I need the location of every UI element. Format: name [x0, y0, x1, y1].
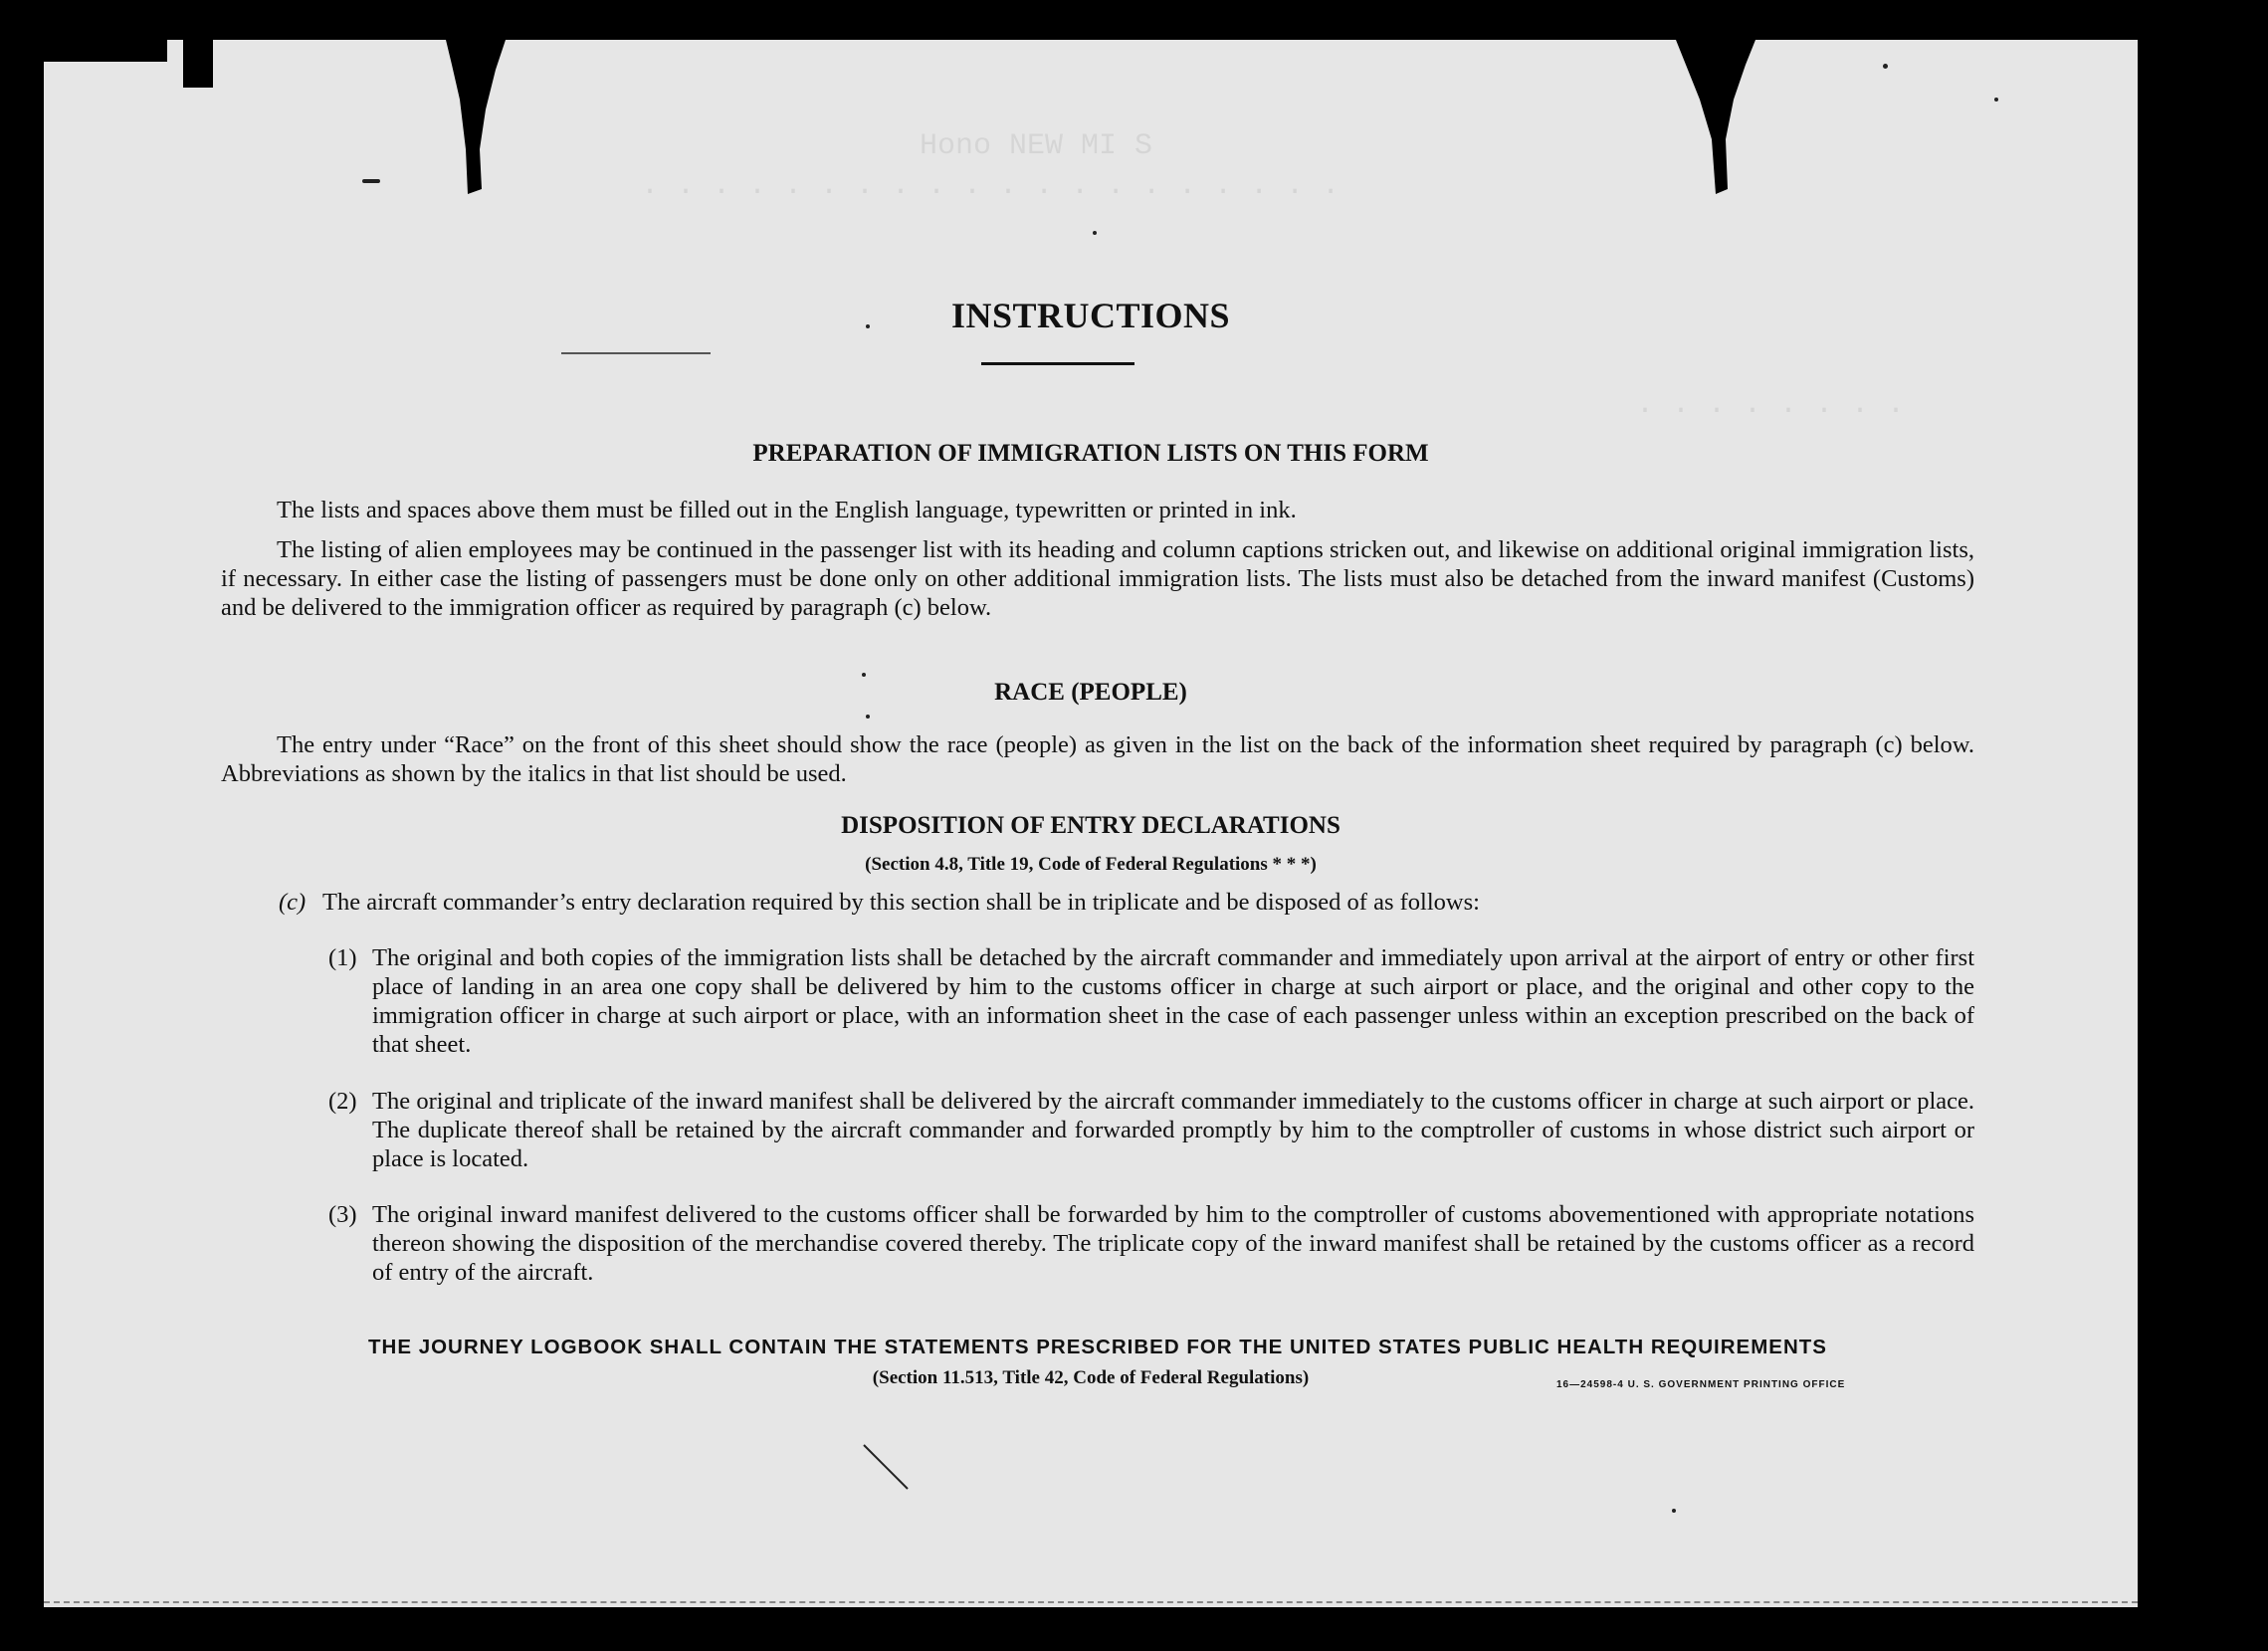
ink-speck: [1093, 231, 1097, 235]
page-title: INSTRUCTIONS: [950, 296, 1231, 335]
printer-mark: 16—24598‑4 U. S. GOVERNMENT PRINTING OFFICE: [1556, 1379, 1846, 1390]
disposition-citation: (Section 4.8, Title 19, Code of Federal Regulations * * *): [865, 854, 1317, 875]
stray-mark: [862, 1443, 912, 1493]
list-item: [328, 943, 1974, 1059]
item-text: The original and both copies of the immigration lists shall be detached by the aircraft commander and immediately upon arrival at the airport of entry or other first place of landing in an area one copy shall be delivered by him to the customs officer in charge at such airport or place, and the original and other copy to the immigration officer in charge at such airport or place, with an information sheet in the case of each passenger unless within an exception prescribed on the back of that sheet.: [372, 944, 1974, 1058]
health-requirements-statement: THE JOURNEY LOGBOOK SHALL CONTAIN THE STATEMENTS PRESCRIBED FOR THE UNITED STATES PUBLIC HEALTH REQUIREMENTS: [368, 1336, 1827, 1358]
intro-label: (c): [279, 889, 307, 916]
ink-speck: [862, 673, 866, 677]
ink-speck: [866, 715, 870, 719]
intro-text: The aircraft commander’s entry declaration required by this section shall be in triplicate and be disposed of as follows:: [322, 889, 1480, 916]
item-number: (2): [328, 1088, 357, 1115]
bleed-through-text: . . . . . . . . . . . . . . . . . . . .: [641, 169, 1340, 203]
bleed-through-text: Hono NEW MI S: [920, 129, 1153, 163]
heading-preparation: PREPARATION OF IMMIGRATION LISTS ON THIS FORM: [752, 440, 1429, 467]
health-requirements-citation: (Section 11.513, Title 42, Code of Federal Regulations): [872, 1367, 1310, 1388]
bottom-edge: [44, 1601, 2138, 1607]
ink-speck: [1672, 1509, 1676, 1513]
disposition-intro: [279, 888, 1970, 917]
item-number: (1): [328, 944, 357, 971]
race-paragraph: The entry under “Race” on the front of this sheet should show the race (people) as given in the list on the back of the information sheet required by paragraph (c) below. Abbreviations as shown by the italics in that list should be used.: [221, 731, 1974, 787]
ink-speck: [362, 179, 380, 183]
title-underline: [981, 362, 1134, 365]
ink-speck: [866, 324, 870, 328]
heading-disposition: DISPOSITION OF ENTRY DECLARATIONS: [841, 812, 1340, 839]
preparation-paragraph-2: The listing of alien employees may be continued in the passenger list with its heading and column captions stricken out, and likewise on additional original immigration lists, if necessary. In either case the listing of passengers must be done only on other additional immigration lists. The lists must also be detached from the inward manifest (Customs) and be delivered to the immigration officer as required by paragraph (c) below.: [221, 536, 1974, 621]
heading-race: RACE (PEOPLE): [994, 679, 1187, 706]
list-item: [328, 1087, 1974, 1173]
ink-speck: [561, 352, 711, 354]
item-number: (3): [328, 1201, 357, 1228]
document-page: [44, 40, 2138, 1607]
list-item: [328, 1200, 1974, 1287]
instructions-content: [44, 40, 2138, 1607]
bleed-through-text: . . . . . . . .: [1636, 388, 1906, 422]
item-text: The original and triplicate of the inward manifest shall be delivered by the aircraft commander immediately to the customs officer in charge at such airport or place. The duplicate thereof shall be retained by the aircraft commander and forwarded promptly by him to the comptroller of customs in whose district such airport or place is located.: [372, 1088, 1974, 1172]
item-text: The original inward manifest delivered to the customs officer shall be forwarded by him to the comptroller of customs abovementioned with appropriate notations thereon showing the disposition of the merchandise covered thereby. The triplicate copy of the inward manifest shall be retained by the customs officer as a record of entry of the aircraft.: [372, 1201, 1974, 1286]
preparation-paragraph-1: The lists and spaces above them must be filled out in the English language, typewritten or printed in ink.: [277, 497, 1297, 523]
ink-speck: [1994, 98, 1998, 102]
ink-speck: [1883, 64, 1888, 69]
